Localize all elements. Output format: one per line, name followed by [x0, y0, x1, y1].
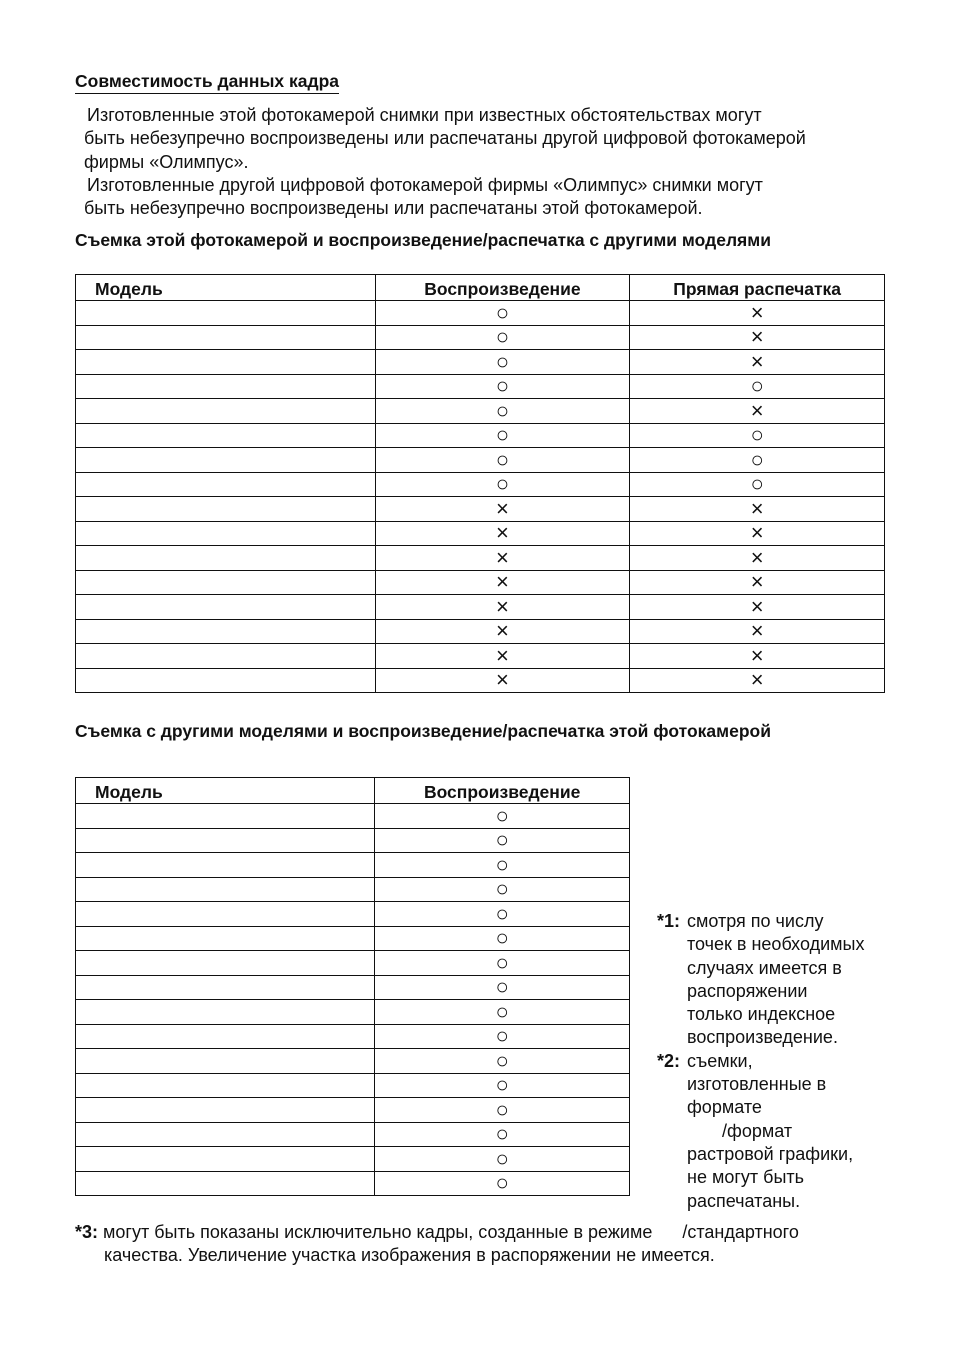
table-row — [76, 877, 630, 902]
footnote-line: качества. Увеличение участка изображения в распоряжении не имеется. — [104, 1245, 715, 1266]
unsupported-mark: × — [630, 619, 885, 644]
table-row — [76, 521, 885, 546]
unsupported-mark: × — [630, 350, 885, 375]
table-row — [76, 472, 885, 497]
table-row — [76, 1024, 630, 1049]
supported-mark: ○ — [375, 902, 630, 927]
model-cell — [76, 350, 376, 375]
supported-mark: ○ — [375, 448, 630, 473]
model-cell — [76, 1171, 375, 1196]
model-cell — [76, 1073, 375, 1098]
footnote-line: точек в необходимых — [687, 934, 865, 955]
model-cell — [76, 1147, 375, 1172]
unsupported-mark: × — [630, 644, 885, 669]
table-row — [76, 1049, 630, 1074]
unsupported-mark: × — [375, 497, 630, 522]
model-cell — [76, 301, 376, 326]
supported-mark: ○ — [630, 472, 885, 497]
compat-table-2 — [75, 777, 630, 1196]
supported-mark: ○ — [375, 301, 630, 326]
model-cell — [76, 1000, 375, 1025]
supported-mark: ○ — [375, 1122, 630, 1147]
unsupported-mark: × — [630, 546, 885, 571]
supported-mark: ○ — [375, 926, 630, 951]
intro-line: быть небезупречно воспроизведены или распечатаны другой цифровой фотокамерой — [84, 128, 806, 149]
table-row — [76, 1073, 630, 1098]
supported-mark: ○ — [375, 804, 630, 829]
table-row — [76, 399, 885, 424]
supported-mark: ○ — [630, 423, 885, 448]
unsupported-mark: × — [630, 668, 885, 693]
supported-mark: ○ — [375, 423, 630, 448]
footnote-line: только индексное — [687, 1004, 836, 1025]
model-cell — [76, 926, 375, 951]
footnote-line: /формат — [687, 1120, 793, 1141]
table-row — [76, 374, 885, 399]
table-row — [76, 902, 630, 927]
intro-line: фирмы «Олимпус». — [84, 151, 249, 172]
header-model: Модель — [76, 275, 376, 301]
footnote-line: смотря по числу — [687, 911, 824, 931]
supported-mark: ○ — [375, 1024, 630, 1049]
table-row — [76, 804, 630, 829]
table-row — [76, 828, 630, 853]
table-row — [76, 644, 885, 669]
model-cell — [76, 975, 375, 1000]
unsupported-mark: × — [630, 301, 885, 326]
footnote-mark: *2: — [657, 1050, 681, 1071]
footnote-2 — [657, 1050, 864, 1213]
model-cell — [76, 521, 376, 546]
table-row — [76, 423, 885, 448]
unsupported-mark: × — [630, 325, 885, 350]
supported-mark: ○ — [375, 877, 630, 902]
table-row — [76, 975, 630, 1000]
header-playback: Воспроизведение — [375, 778, 630, 804]
footnote-line: могут быть показаны исключительно кадры, созданные в режиме /стандартного — [103, 1222, 799, 1242]
model-cell — [76, 374, 376, 399]
model-cell — [76, 619, 376, 644]
compat-table-1 — [75, 274, 885, 693]
table-row — [76, 570, 885, 595]
model-cell — [76, 1122, 375, 1147]
model-cell — [76, 595, 376, 620]
footnote-line: случаях имеется в — [687, 957, 842, 978]
table-row — [76, 595, 885, 620]
table-row — [76, 546, 885, 571]
supported-mark: ○ — [375, 975, 630, 1000]
table-row — [76, 1000, 630, 1025]
footnote-line: растровой графики, — [687, 1143, 854, 1164]
supported-mark: ○ — [630, 448, 885, 473]
table-row — [76, 350, 885, 375]
footnote-mark: *3: — [75, 1222, 99, 1242]
footnote-3 — [75, 1221, 799, 1268]
model-cell — [76, 951, 375, 976]
model-cell — [76, 546, 376, 571]
intro-line: Изготовленные этой фотокамерой снимки при известных обстоятельствах могут — [87, 105, 762, 125]
table-row — [76, 1171, 630, 1196]
supported-mark: ○ — [375, 374, 630, 399]
unsupported-mark: × — [630, 497, 885, 522]
table-row — [76, 448, 885, 473]
footnote-line: распечатаны. — [687, 1190, 801, 1211]
supported-mark: ○ — [375, 1073, 630, 1098]
unsupported-mark: × — [375, 595, 630, 620]
model-cell — [76, 497, 376, 522]
intro-line: Изготовленные другой цифровой фотокамерой фирмы «Олимпус» снимки могут — [87, 174, 763, 195]
model-cell — [76, 828, 375, 853]
header-direct-print: Прямая распечатка — [630, 275, 885, 301]
supported-mark: ○ — [375, 853, 630, 878]
header-playback: Воспроизведение — [375, 275, 630, 301]
unsupported-mark: × — [630, 570, 885, 595]
model-cell — [76, 1024, 375, 1049]
model-cell — [76, 448, 376, 473]
unsupported-mark: × — [375, 521, 630, 546]
section2-heading: Съемка с другими моделями и воспроизведение/распечатка этой фотокамерой — [75, 721, 771, 741]
table-row — [76, 1098, 630, 1123]
model-cell — [76, 853, 375, 878]
unsupported-mark: × — [375, 619, 630, 644]
model-cell — [76, 325, 376, 350]
model-cell — [76, 804, 375, 829]
footnote-line: изготовленные в — [687, 1074, 827, 1095]
model-cell — [76, 668, 376, 693]
supported-mark: ○ — [375, 472, 630, 497]
section1-heading: Съемка этой фотокамерой и воспроизведение/распечатка с другими моделями — [75, 230, 771, 250]
model-cell — [76, 644, 376, 669]
footnote-line: воспроизведение. — [687, 1027, 838, 1048]
supported-mark: ○ — [375, 1000, 630, 1025]
table-row — [76, 853, 630, 878]
footnote-line: распоряжении — [687, 980, 808, 1001]
supported-mark: ○ — [630, 374, 885, 399]
model-cell — [76, 472, 376, 497]
supported-mark: ○ — [375, 951, 630, 976]
unsupported-mark: × — [375, 570, 630, 595]
table-row — [76, 1122, 630, 1147]
table-row — [76, 497, 885, 522]
supported-mark: ○ — [375, 1098, 630, 1123]
unsupported-mark: × — [375, 644, 630, 669]
model-cell — [76, 902, 375, 927]
unsupported-mark: × — [630, 595, 885, 620]
header-model: Модель — [76, 778, 375, 804]
unsupported-mark: × — [375, 668, 630, 693]
table-row — [76, 619, 885, 644]
footnotes — [657, 910, 864, 1213]
footnote-mark: *1: — [657, 911, 681, 931]
model-cell — [76, 877, 375, 902]
model-cell — [76, 423, 376, 448]
footnote-line: съемки, — [687, 1050, 753, 1071]
table-row — [76, 1147, 630, 1172]
supported-mark: ○ — [375, 350, 630, 375]
supported-mark: ○ — [375, 325, 630, 350]
table-row — [76, 926, 630, 951]
table-row — [76, 325, 885, 350]
model-cell — [76, 570, 376, 595]
footnote-line: формате — [687, 1097, 762, 1118]
unsupported-mark: × — [375, 546, 630, 571]
model-cell — [76, 1049, 375, 1074]
table-row — [76, 668, 885, 693]
table-row — [76, 951, 630, 976]
model-cell — [76, 1098, 375, 1123]
model-cell — [76, 399, 376, 424]
page-title: Совместимость данных кадра — [75, 71, 339, 94]
intro-line: быть небезупречно воспроизведены или распечатаны этой фотокамерой. — [84, 198, 703, 219]
supported-mark: ○ — [375, 399, 630, 424]
supported-mark: ○ — [375, 1147, 630, 1172]
footnote-1 — [657, 910, 864, 1050]
table-row — [76, 301, 885, 326]
unsupported-mark: × — [630, 521, 885, 546]
supported-mark: ○ — [375, 1049, 630, 1074]
intro-paragraph — [84, 104, 907, 220]
unsupported-mark: × — [630, 399, 885, 424]
supported-mark: ○ — [375, 828, 630, 853]
footnote-line: не могут быть — [687, 1167, 805, 1188]
supported-mark: ○ — [375, 1171, 630, 1196]
